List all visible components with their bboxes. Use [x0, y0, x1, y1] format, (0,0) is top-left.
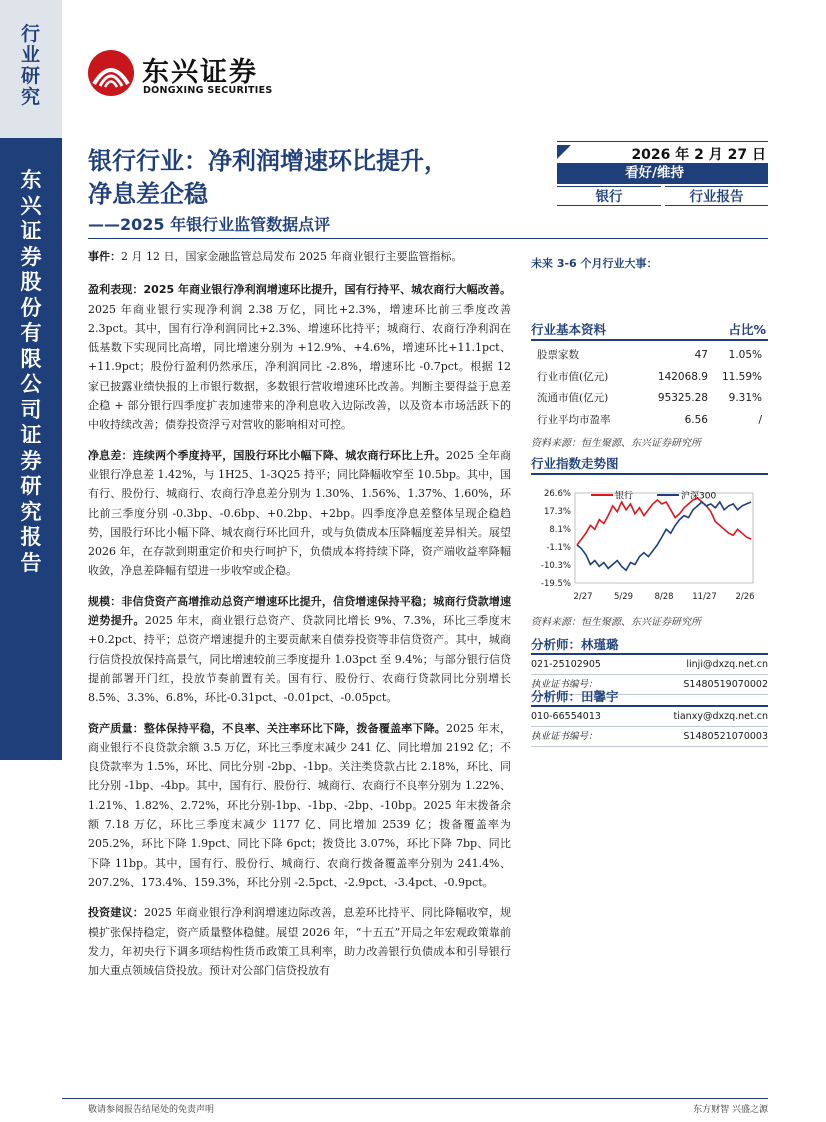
paragraph-heading: 盈利表现：2025 年商业银行净利润增速环比提升，国有行持平、城农商行大幅改善。 — [88, 283, 511, 297]
paragraph-asset-quality — [88, 719, 511, 893]
stat-ratio: 1.05% — [728, 349, 762, 361]
paragraph-heading: 资产质量：整体保持平稳，不良率、关注率环比下降，拨备覆盖率下降。 — [88, 721, 446, 735]
stat-label: 流通市值(亿元) — [537, 392, 609, 404]
rating-badge: 看好/维持 — [557, 163, 768, 184]
report-title-line1: 银行行业：净利润增速环比提升， — [88, 147, 448, 175]
report-date: 2026 年 2 月 27 日 — [631, 147, 766, 163]
legend-entry: 沪深300 — [681, 491, 717, 502]
y-tick-label: 8.1% — [549, 525, 571, 535]
header-divider — [88, 238, 768, 239]
sector-label: 银行 — [557, 186, 661, 206]
stats-ratio-header: 占比% — [728, 322, 766, 337]
cert-label: 执业证书编号： — [531, 731, 598, 742]
paragraph-nim — [88, 446, 511, 581]
stat-value: 6.56 — [684, 413, 708, 426]
analyst-phone: 021-25102905 — [531, 659, 601, 670]
industry-stats-table — [531, 345, 768, 431]
x-tick-label: 2/26 — [735, 592, 755, 602]
analyst-name: 分析师：田馨宇 — [531, 687, 768, 707]
series-line-csi300 — [577, 502, 751, 570]
stat-value: 95325.28 — [657, 392, 708, 404]
logo-emblem-icon — [88, 50, 134, 96]
stat-value: 142068.9 — [657, 370, 708, 383]
stat-label: 行业平均市盈率 — [537, 413, 611, 426]
paragraph-text: 2025 年商业银行净利润增速边际改善，息差环比持平、同比降幅收窄，规模扩张保持稳定，资产质量整体稳健。展望 2026 年，“十五五”开局之年宏观政策靠前发力，年初央行下调多项结构性货币政策工具利率，助力改善银行负债成本和引导银行加大重点领域信贷投放。预计对公部门信贷投放有 — [88, 906, 511, 978]
stat-ratio: / — [758, 413, 762, 426]
table-row — [531, 410, 768, 432]
paragraph-text: 2025 年末，商业银行不良贷款余额 3.5 万亿，环比三季度末减少 241 亿、同比增加 2192 亿；不良贷款率为 1.5%，环比、同比分别 -2bp、-1bp。关注类贷款占比 2.18%，环比、同比分别 -1bp、-4bp。其中，国有行、股份行、城商行、农商行不良率分别为 1.22%、1.21%、1.82%、2.72%，环比分别-1bp、-1bp、-2bp、-10bp。2025 年末拨备余额 7.18 万亿，环比三季度末减少 1177 亿、同比增加 2539 亿；拨备覆盖率为 205.2%，环比下降 1.9pct、同比下降 6pct；拨贷比 3.07%，环比下降 7bp、同比下降 11bp。其中，国有行、股份行、城商行、农商行拨备覆盖率分别为 241.4%、207.2%、173.4%、159.3%，环比分别 -2.5pct、-2.9pct、-3.4pct、-0.9pct。 — [88, 721, 512, 889]
report-subtitle: ——2025 年银行业监管数据点评 — [88, 215, 331, 234]
main-body — [88, 247, 511, 991]
paragraph-profit — [88, 280, 511, 434]
chart-source-note: 资料来源：恒生聚源、东兴证券研究所 — [531, 617, 701, 628]
upcoming-events-title: 未来 3-6 个月行业大事： — [531, 257, 658, 270]
logo-chinese-name: 东兴证券 — [142, 57, 258, 88]
sidebar-category-label: 行业研究 — [20, 23, 41, 108]
paragraph-heading: 事件： — [88, 250, 121, 263]
footer-slogan: 东方财智 兴盛之源 — [693, 1105, 768, 1115]
chart-plot-area — [575, 493, 753, 583]
x-tick-label: 2/27 — [573, 592, 593, 602]
stat-ratio: 11.59% — [721, 370, 762, 383]
paragraph-event — [88, 247, 511, 266]
y-tick-label: -1.1% — [546, 543, 571, 553]
y-tick-label: -10.3% — [540, 561, 571, 571]
chart-title-text: 行业指数走势图 — [531, 456, 619, 471]
meta-flag-icon — [557, 145, 571, 159]
paragraph-heading: 投资建议： — [88, 906, 144, 920]
stat-label: 股票家数 — [537, 349, 579, 361]
stats-title-text: 行业基本资料 — [531, 322, 607, 337]
stat-value: 47 — [694, 349, 708, 361]
cert-number: S1480519070002 — [683, 679, 768, 690]
report-title-line2: 净息差企稳 — [88, 180, 208, 208]
paragraph-heading: 规模：非信贷资产高增推动总资产增速环比提升，信贷增速保持平稳；城商行贷款增速逆势提升。 — [88, 594, 511, 628]
x-tick-label: 8/28 — [654, 592, 674, 602]
sidebar-bottom — [0, 138, 62, 760]
report-meta-box — [557, 141, 768, 207]
x-tick-label: 5/29 — [613, 592, 634, 602]
analyst-email[interactable]: tianxy@dxzq.net.cn — [673, 711, 768, 722]
cert-number: S1480521070003 — [683, 731, 768, 742]
sidebar-company-label: 东兴证券股份有限公司证券研究报告 — [20, 168, 42, 575]
paragraph-text: 2025 全年商业银行净息差 1.42%，与 1H25、1-3Q25 持平；同比降幅收窄至 10.5bp。其中，国有行、股份行、城商行、农商行净息差分别为 1.30%、1.56%、1.37%、1.60%，环比前三季度分别 -0.3bp、-0.6bp、+0.2bp、+2bp。四季度净息差整体呈现企稳趋势，国股行环比小幅下降、城农商行环比回升，或与负债成本压降幅度差异相关。展望 2026 年，在存款到期重定价和央行呵护下，负债成本将持续下降，资产端收益率降幅收敛，净息差降幅有望进一步收窄或企稳。 — [88, 448, 512, 578]
table-row — [531, 388, 768, 410]
series-line-bank — [577, 498, 751, 545]
company-logo — [88, 50, 288, 100]
cert-label: 执业证书编号： — [531, 679, 598, 690]
paragraph-text: 2025 年末，商业银行总资产、贷款同比增长 9%、7.3%，环比三季度末 +0.2pct、持平；总资产增速提升的主要贡献来自债券投资等非信贷资产。其中，城商行信贷投放保持高景气，同比增速较前三季度提升 1.03pct 至 9.4%；与部分银行信贷提前部署开门红，投放节奏前置有关。国有行、股份行、农商行贷款同比分别增长 8.5%、3.3%、6.8%，环比-0.31pct、-0.01pct、-0.05pct。 — [88, 614, 512, 705]
footer-disclaimer: 敬请参阅报告结尾处的免责声明 — [88, 1105, 215, 1115]
y-tick-label: 26.6% — [543, 489, 571, 499]
table-row — [531, 345, 768, 367]
analyst-contact-row — [531, 707, 768, 727]
analyst-email[interactable]: linji@dxzq.net.cn — [686, 659, 768, 670]
index-chart-title — [531, 453, 768, 475]
stat-label: 行业市值(亿元) — [537, 370, 609, 383]
paragraph-scale — [88, 592, 511, 708]
report-type-label: 行业报告 — [665, 186, 768, 206]
stat-ratio: 9.31% — [728, 392, 762, 404]
meta-top-rule — [557, 141, 768, 142]
table-row — [531, 367, 768, 389]
y-tick-label: -19.5% — [540, 579, 571, 589]
x-tick-label: 11/27 — [692, 592, 717, 602]
analyst-contact-row — [531, 655, 768, 675]
logo-english-name: DONGXING SECURITIES — [143, 85, 273, 96]
industry-stats-title — [531, 319, 768, 341]
sidebar-top — [0, 0, 62, 138]
analyst-phone: 010-66554013 — [531, 711, 601, 722]
paragraph-heading: 净息差：连续两个季度持平，国股行环比小幅下降、城农商行环比上升。 — [88, 448, 446, 462]
analyst-name: 分析师：林瑾璐 — [531, 635, 768, 655]
paragraph-text: 2 月 12 日，国家金融监管总局发布 2025 年商业银行主要监管指标。 — [121, 250, 463, 263]
legend-entry: 银行 — [615, 491, 634, 502]
y-tick-label: 17.3% — [543, 507, 571, 517]
analyst-card-2 — [531, 687, 768, 747]
analyst-card-1 — [531, 635, 768, 695]
index-trend-chart — [531, 485, 768, 615]
paragraph-investment — [88, 903, 511, 980]
footer-divider — [62, 1098, 768, 1099]
paragraph-text: 2025 年商业银行实现净利润 2.38 万亿，同比+2.3%，增速环比前三季度改善 2.3pct。其中，国有行净利润同比+2.3%、增速环比持平；城商行、农商行净利润在低基数下实现同比高增，同比增速分别为 +12.9%、+4.6%，增速环比+11.1pct、+11.9pct；股份行盈利仍然承压，净利润同比 -2.8%，增速环比 -0.7pct。根据 12 家已披露业绩快报的上市银行数据，多数银行营收增速环比改善。判断主要得益于息差企稳 + 部分银行四季度扩表加速带来的净利息收入边际改善，以及资本市场活跃下的中收持续改善；债券投资浮亏对营收的影响相对可控。 — [88, 302, 511, 432]
analyst-cert-row — [531, 727, 768, 747]
stats-source-note: 资料来源：恒生聚源、东兴证券研究所 — [531, 438, 701, 449]
